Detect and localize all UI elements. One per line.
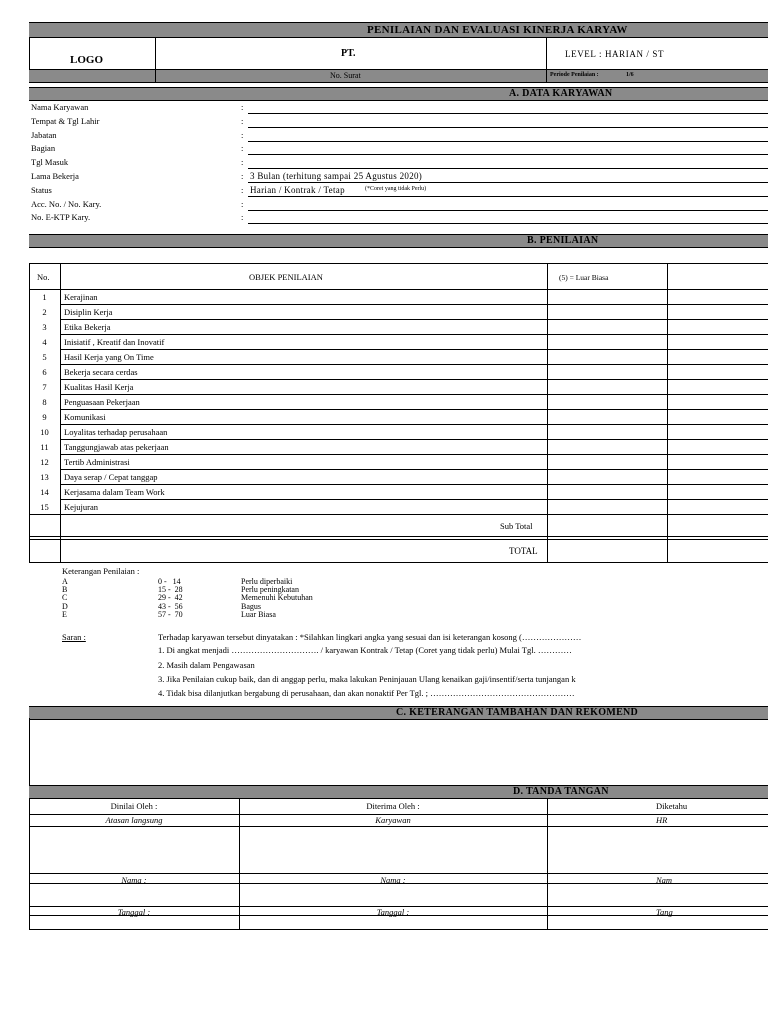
section-b-bar [29,234,768,248]
section-c-bar [29,706,768,720]
field-colon: : [241,115,244,126]
criteria-score-cell[interactable] [548,394,667,409]
level-label: LEVEL : HARIAN / ST [565,49,665,59]
keterangan-title: Keterangan Penilaian : [62,566,140,576]
field-label: Jabatan [31,129,57,140]
grade-letter: D [62,601,68,611]
signature-name-label: Nama : [121,875,147,885]
criteria-label: Disiplin Kerja [64,307,113,317]
grade-letter: E [62,609,67,619]
field-row [0,101,768,115]
saran-intro: Terhadap karyawan tersebut dinyatakan : *Silahkan lingkari angka yang sesuai dan isi keterangan kosong (………………… [158,632,582,642]
periode-label: Periode Penilaian : [550,72,599,78]
section-a-title: A. DATA KARYAWAN [509,88,613,99]
grade-range: 29 - 42 [158,593,183,603]
signature-name-label: Nama : [380,875,406,885]
field-value[interactable]: Harian / Kontrak / Tetap [250,184,345,195]
section-d-title: D. TANDA TANGAN [513,786,609,797]
criteria-score-cell[interactable] [548,289,667,304]
no-surat-bar [29,69,768,83]
criteria-label: Kejujuran [64,502,98,512]
signature-role: HR [656,815,668,825]
criteria-label: Inisiatif , Kreatif dan Inovatif [64,337,165,347]
grade-range: 15 - 28 [158,585,183,595]
field-colon: : [241,184,244,195]
field-colon: : [241,102,244,112]
company-name: PT. [341,48,356,59]
section-b-title: B. PENILAIAN [527,235,599,246]
field-colon: : [241,198,244,209]
grade-letter: C [62,593,68,603]
col-score-header: (5) = Luar Biasa [559,273,609,282]
criteria-label: Komunikasi [64,412,106,422]
section-c-title: C. KETERANGAN TAMBAHAN DAN REKOMEND [396,707,639,718]
field-row [0,211,768,225]
grade-range: 43 - 56 [158,601,183,611]
criteria-label: Kualitas Hasil Kerja [64,382,134,392]
grade-range: 0 - 14 [158,577,181,586]
subtotal-label: Sub Total [500,521,533,531]
field-row [0,156,768,170]
field-colon: : [241,157,244,168]
saran-option[interactable]: 4. Tidak bisa dilanjutkan bergabung di perusahaan, dan akan nonaktif Per Tgl. ; …………………………………………… [158,688,575,698]
criteria-number: 13 [40,472,49,482]
grade-range: 57 - 70 [158,609,183,619]
criteria-label: Daya serap / Cepat tanggap [64,472,158,482]
signature-date-label: Tanggal : [376,907,410,917]
criteria-number: 3 [42,322,47,332]
title-bar [29,22,768,38]
grade-description: Perlu diperbaiki [241,577,293,586]
field-label: No. E-KTP Kary. [31,212,91,223]
field-label: Lama Bekerja [31,171,79,181]
criteria-label: Tertib Administrasi [64,457,130,467]
field-label: Status [31,184,52,195]
criteria-score-cell[interactable] [548,319,667,334]
criteria-number: 6 [42,367,47,377]
signature-column-head: Diterima Oleh : [366,801,420,811]
field-note: (*Coret yang tidak Perlu) [365,185,427,192]
col-objek-header: OBJEK PENILAIAN [249,272,323,282]
saran-option[interactable]: 1. Di angkat menjadi …………………………. / karyawan Kontrak / Tetap (Coret yang tidak perlu) Mulai Tgl. ………… [158,645,572,655]
section-a-bar [29,87,768,101]
criteria-number: 11 [40,442,49,452]
field-row [0,142,768,156]
criteria-score-cell[interactable] [548,439,667,454]
col-no-header: No. [37,272,50,282]
total-label: TOTAL [509,546,538,556]
criteria-label: Bekerja secara cerdas [64,367,138,377]
criteria-number: 7 [42,382,47,392]
saran-option[interactable]: 3. Jika Penilaian cukup baik, dan di anggap perlu, maka lakukan Peninjauan Ulang kenaikan gaji/insentif/serta tunjangan k [158,674,576,684]
criteria-score-cell[interactable] [548,499,667,514]
field-colon: : [241,129,244,140]
saran-label: Saran : [62,632,86,642]
field-label: Tempat & Tgl Lahir [31,115,100,126]
criteria-number: 12 [40,457,49,467]
grade-description: Memenuhi Kebutuhan [241,593,313,603]
signature-role: Karyawan [375,815,411,825]
field-row [0,170,768,184]
criteria-label: Etika Bekerja [64,322,111,332]
saran-option[interactable]: 2. Masih dalam Pengawasan [158,660,255,670]
criteria-number: 9 [42,412,47,422]
criteria-score-cell[interactable] [548,454,667,469]
grade-description: Perlu peningkatan [241,585,299,595]
form-title: PENILAIAN DAN EVALUASI KINERJA KARYAW [367,24,628,36]
criteria-score-cell[interactable] [548,379,667,394]
criteria-number: 14 [40,487,49,497]
grade-letter: B [62,585,68,595]
field-colon: : [241,212,244,223]
field-row [0,129,768,143]
grade-description: Luar Biasa [241,609,276,619]
criteria-number: 1 [42,292,47,302]
criteria-number: 5 [42,352,47,362]
criteria-number: 2 [42,307,47,317]
criteria-number: 4 [42,337,47,347]
logo-text: LOGO [70,54,104,66]
signature-date-label: Tanggal : [117,907,151,917]
criteria-score-cell[interactable] [548,484,667,499]
signature-name-label: Nam [656,875,673,885]
criteria-score-cell[interactable] [548,349,667,364]
criteria-label: Kerjasama dalam Team Work [64,487,165,497]
field-underline [248,223,768,224]
criteria-number: 10 [40,427,49,437]
criteria-label: Tanggungjawab atas pekerjaan [64,442,169,452]
field-label: Acc. No. / No. Kary. [31,198,102,209]
signature-role: Atasan langsung [105,815,163,825]
no-surat-label: No. Surat [330,71,361,80]
criteria-score-cell[interactable] [548,304,667,319]
criteria-score-cell[interactable] [548,364,667,379]
criteria-label: Loyalitas terhadap perusahaan [64,427,168,437]
criteria-number: 8 [42,397,47,407]
criteria-label: Hasil Kerja yang On Time [64,352,154,362]
signature-column-head: Dinilai Oleh : [110,801,158,811]
criteria-score-cell[interactable] [548,424,667,439]
field-colon: : [241,171,244,181]
criteria-label: Kerajinan [64,292,98,302]
signature-date-label: Tang [656,907,673,917]
criteria-number: 15 [40,502,49,512]
field-label: Tgl Masuk [31,157,69,168]
field-label: Nama Karyawan [31,102,89,112]
periode-value: 1/6 [626,72,634,78]
criteria-score-cell[interactable] [548,334,667,349]
criteria-score-cell[interactable] [548,469,667,484]
criteria-score-cell[interactable] [548,409,667,424]
field-row [0,184,768,198]
field-colon: : [241,143,244,154]
field-label: Bagian [31,143,56,154]
field-value[interactable]: 3 Bulan (terhitung sampai 25 Agustus 2020) [250,171,423,181]
field-row [0,115,768,129]
criteria-label: Penguasaan Pekerjaan [64,397,140,407]
grade-description: Bagus [241,601,261,611]
grade-letter: A [62,577,68,586]
section-d-bar [29,785,768,799]
field-row [0,198,768,212]
signature-column-head: Diketahu [656,801,688,811]
